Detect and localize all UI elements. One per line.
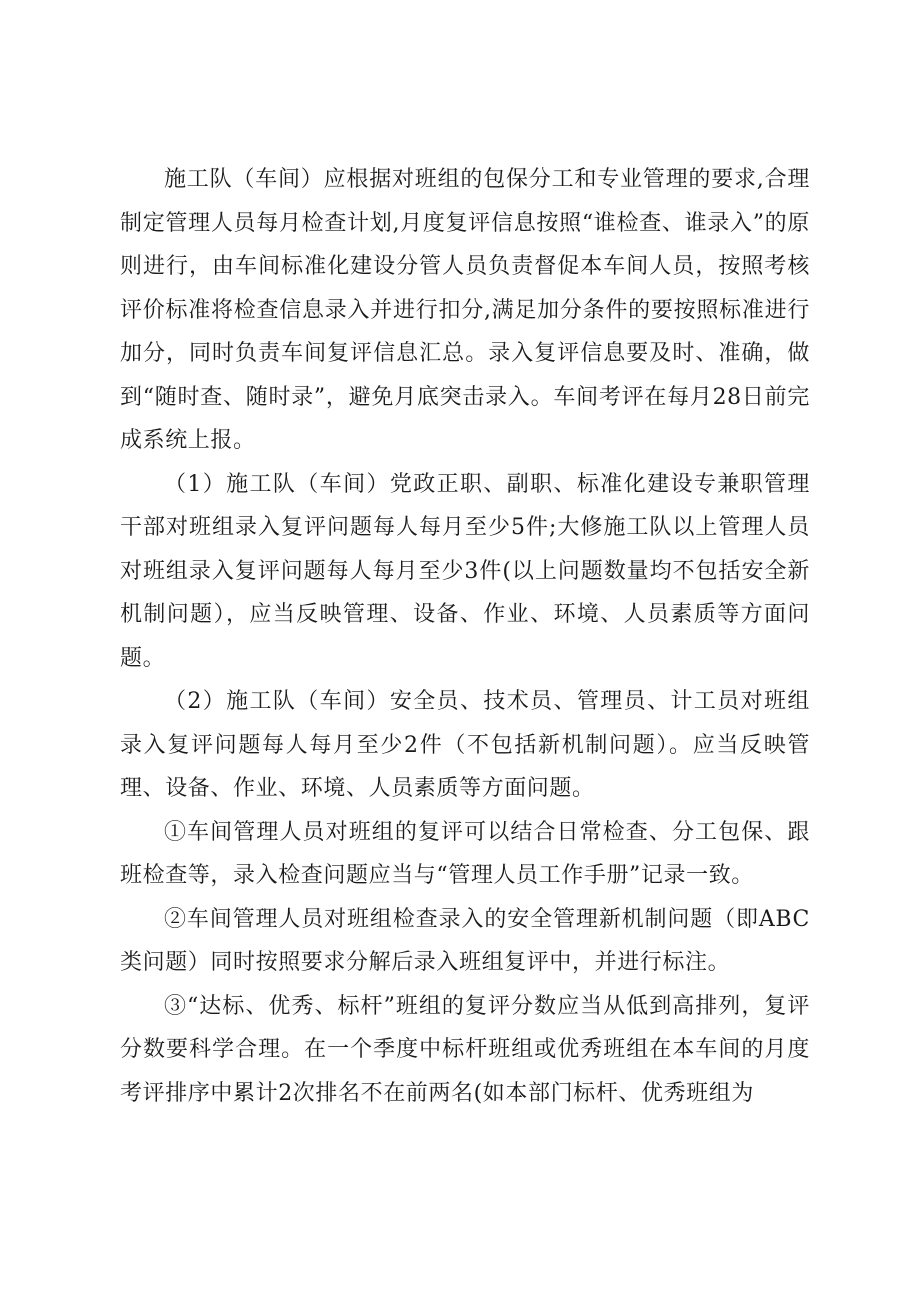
paragraph-item-2: （2）施工队（车间）安全员、技术员、管理员、计工员对班组录入复评问题每人每月至少2件（不包括新机制问题）。应当反映管理、设备、作业、环境、人员素质等方面问题。 — [120, 689, 810, 801]
paragraph-subitem-2: ②车间管理人员对班组检查录入的安全管理新机制问题（即ABC类问题）同时按照要求分解后录入班组复评中，并进行标注。 — [120, 906, 810, 975]
document-body — [120, 158, 810, 1115]
paragraph-subitem-3: ③“达标、优秀、标杆”班组的复评分数应当从低到高排列，复评分数要科学合理。在一个季度中标杆班组或优秀班组在本车间的月度考评排序中累计2次排名不在前两名(如本部门标杆、优秀班组为 — [120, 993, 810, 1106]
paragraph-intro: 施工队（车间）应根据对班组的包保分工和专业管理的要求,合理制定管理人员每月检查计划,月度复评信息按照“谁检查、谁录入”的原则进行，由车间标准化建设分管人员负责督促本车间人员，按照考核评价标准将检查信息录入并进行扣分,满足加分条件的要按照标准进行加分，同时负责车间复评信息汇总。录入复评信息要及时、准确，做到“随时查、随时录”，避免月底突击录入。车间考评在每月28日前完成系统上报。 — [120, 167, 810, 453]
paragraph-item-1: （1）施工队（车间）党政正职、副职、标准化建设专兼职管理干部对班组录入复评问题每人每月至少5件;大修施工队以上管理人员对班组录入复评问题每人每月至少3件(以上问题数量均不包括安全新机制问题），应当反映管理、设备、作业、环境、人员素质等方面问题。 — [120, 471, 810, 671]
paragraph-subitem-1: ①车间管理人员对班组的复评可以结合日常检查、分工包保、跟班检查等，录入检查问题应当与“管理人员工作手册”记录一致。 — [120, 819, 810, 888]
